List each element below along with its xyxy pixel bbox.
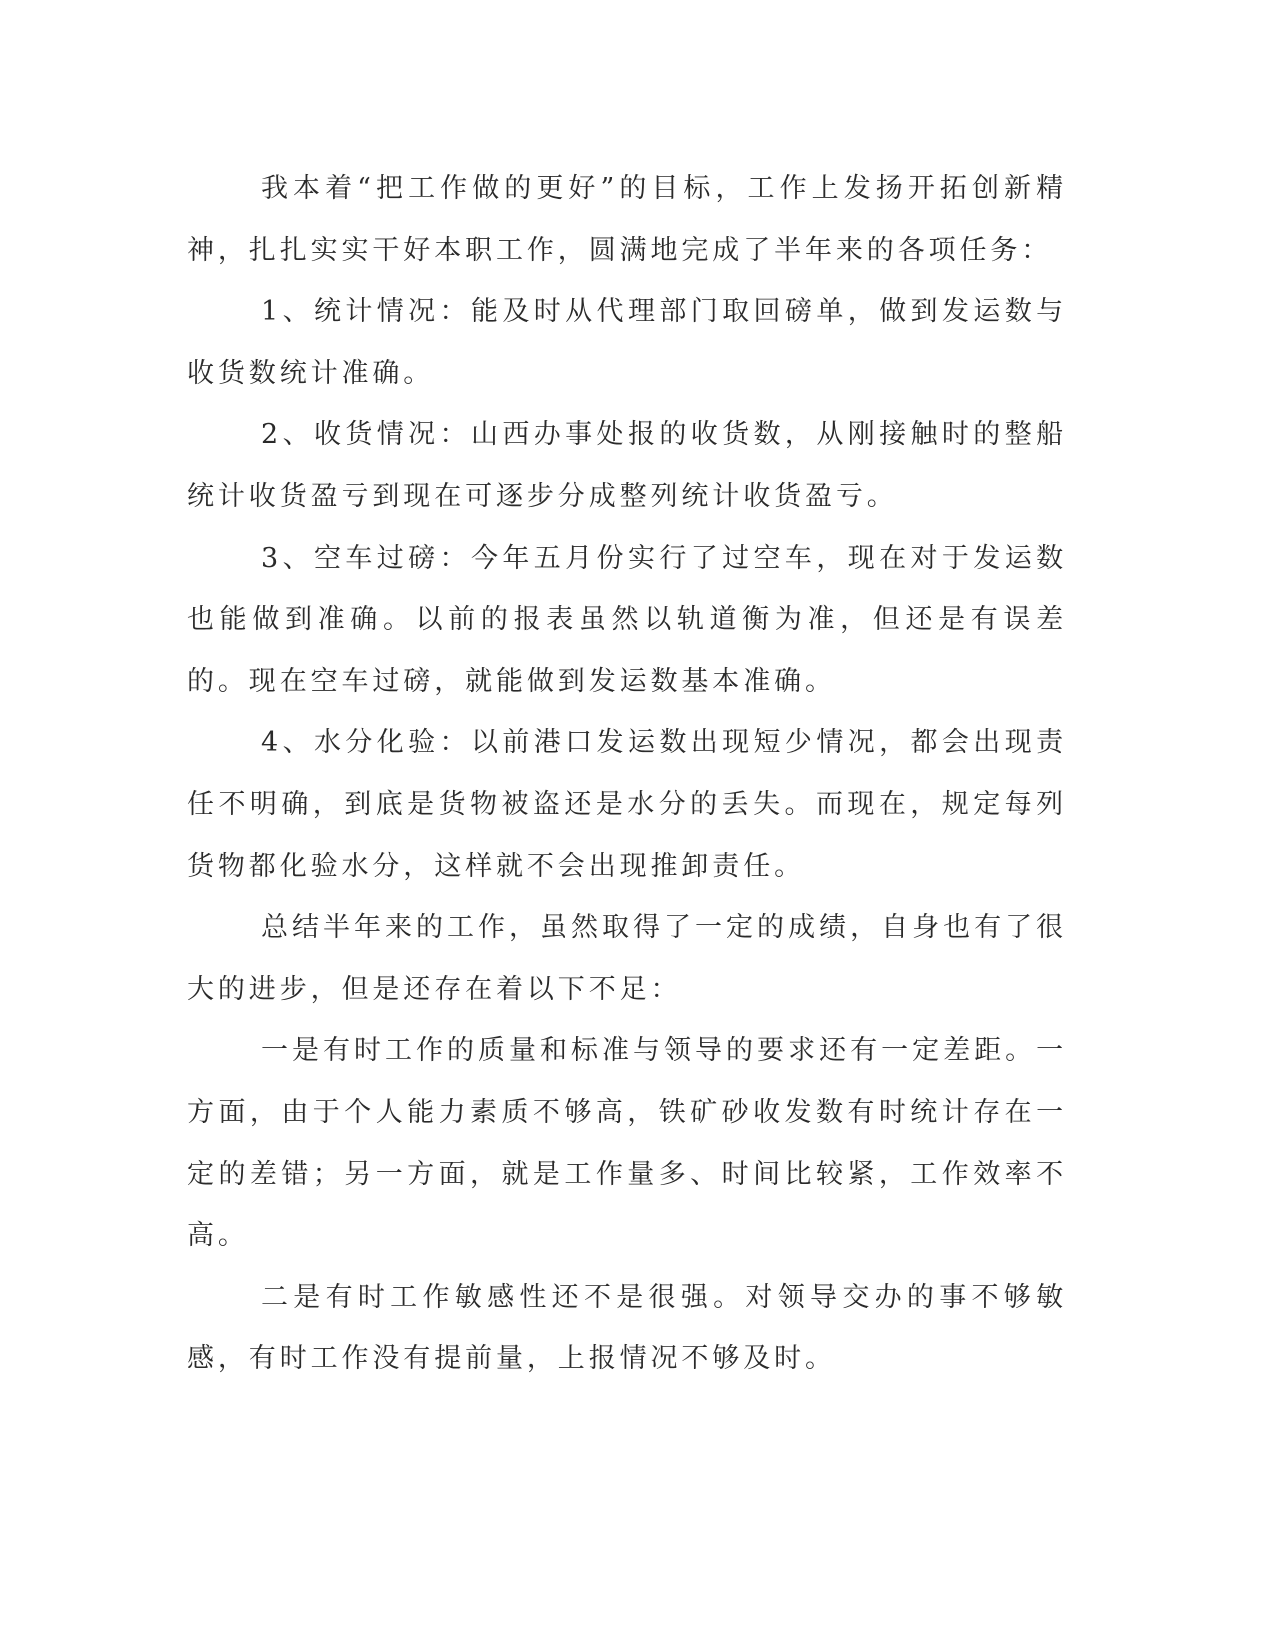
paragraph-item-4: 4、水分化验：以前港口发运数出现短少情况，都会出现责任不明确，到底是货物被盗还是水分的丢失。而现在，规定每列货物都化验水分，这样就不会出现推卸责任。 xyxy=(187,727,1067,882)
paragraph-intro: 我本着“把工作做的更好”的目标，工作上发扬开拓创新精神，扎扎实实干好本职工作，圆满地完成了半年来的各项任务： xyxy=(187,173,1067,266)
paragraph-item-2: 2、收货情况：山西办事处报的收货数，从刚接触时的整船统计收货盈亏到现在可逐步分成整列统计收货盈亏。 xyxy=(187,419,1067,512)
document-body xyxy=(187,158,1067,1390)
paragraph-summary: 总结半年来的工作，虽然取得了一定的成绩，自身也有了很大的进步，但是还存在着以下不足： xyxy=(187,912,1067,1005)
paragraph-shortcoming-2: 二是有时工作敏感性还不是很强。对领导交办的事不够敏感，有时工作没有提前量，上报情况不够及时。 xyxy=(187,1281,1067,1375)
paragraph-item-3: 3、空车过磅：今年五月份实行了过空车，现在对于发运数也能做到准确。以前的报表虽然以轨道衡为准，但还是有误差的。现在空车过磅，就能做到发运数基本准确。 xyxy=(187,542,1067,697)
paragraph-shortcoming-1: 一是有时工作的质量和标准与领导的要求还有一定差距。一方面，由于个人能力素质不够高，铁矿砂收发数有时统计存在一定的差错；另一方面，就是工作量多、时间比较紧，工作效率不高。 xyxy=(187,1035,1067,1252)
paragraph-item-1: 1、统计情况：能及时从代理部门取回磅单，做到发运数与收货数统计准确。 xyxy=(187,296,1067,389)
